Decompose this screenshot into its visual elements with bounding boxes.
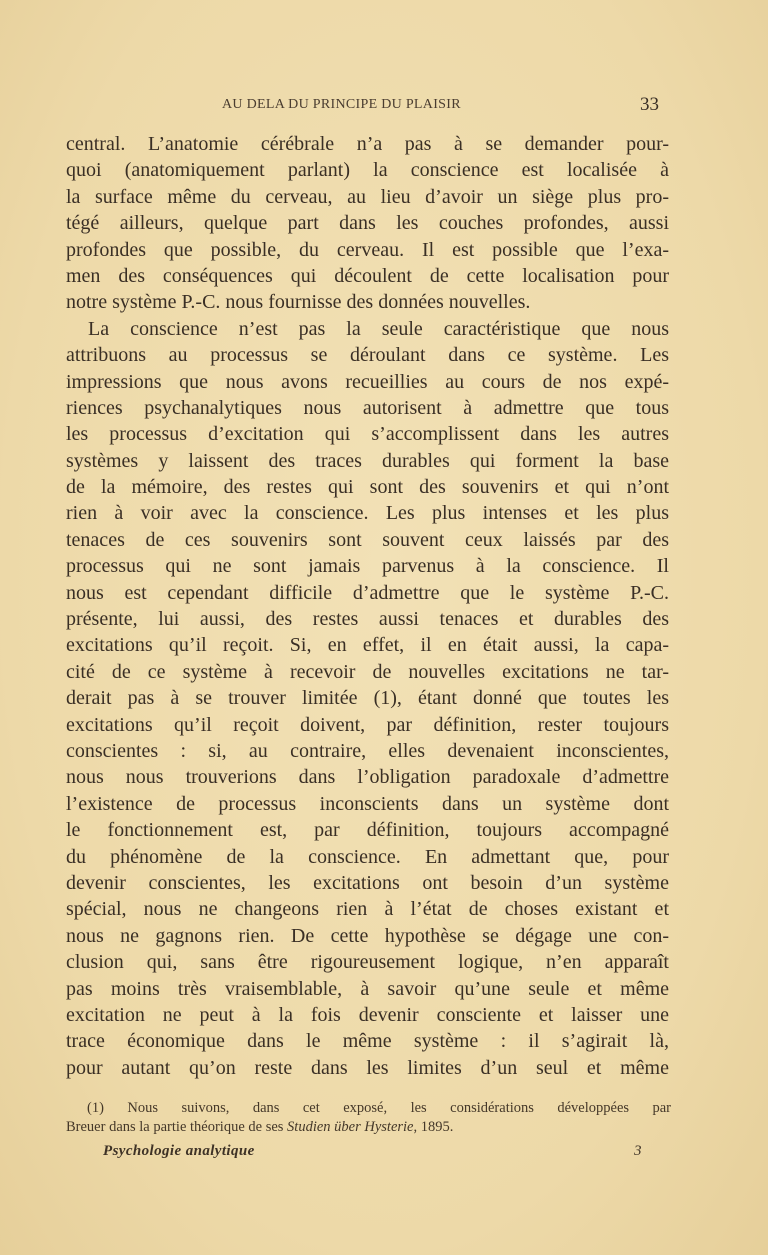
text-line: La conscience n’est pas la seule caractéristique que nous [88, 317, 669, 340]
text-line: profondes que possible, du cerveau. Il est possible que l’exa- [66, 238, 669, 261]
body-text [66, 131, 669, 1081]
text-line: pas moins très vraisemblable, à savoir qu’une seule et même [66, 977, 669, 1000]
text-line: excitation ne peut à la fois devenir consciente et laisser une [66, 1003, 669, 1026]
text-line: quoi (anatomiquement parlant) la conscience est localisée à [66, 159, 669, 182]
footnote-line [66, 1118, 671, 1137]
signature-title: Psychologie analytique [103, 1143, 255, 1159]
text-line: pour autant qu’on reste dans les limites d’un seul et même [66, 1056, 669, 1079]
footnote-line: (1) Nous suivons, dans cet exposé, les considérations développées par [87, 1100, 671, 1116]
page-number: 33 [640, 94, 659, 115]
text-line: notre système P.-C. nous fournisse des données nouvelles. [66, 291, 531, 314]
text-line: les processus d’excitation qui s’accomplissent dans les autres [66, 423, 669, 446]
text-line: présente, lui aussi, des restes aussi tenaces et durables des [66, 608, 669, 631]
text-line: excitations qu’il reçoit. Si, en effet, il en était aussi, la capa- [66, 634, 669, 657]
footnote-text: Breuer dans la partie théorique de ses [66, 1119, 288, 1135]
text-line: l’existence de processus inconscients dans un système dont [66, 792, 669, 815]
text-line: la surface même du cerveau, au lieu d’avoir un siège plus pro- [66, 185, 669, 208]
text-line: cité de ce système à recevoir de nouvelles excitations ne tar- [66, 660, 669, 683]
text-line: central. L’anatomie cérébrale n’a pas à se demander pour- [66, 133, 669, 155]
text-line: spécial, nous ne changeons rien à l’état de choses existant et [66, 898, 669, 921]
text-line: trace économique dans le même système : il s’agirait là, [66, 1030, 669, 1053]
text-line: systèmes y laissent des traces durables qui forment la base [66, 449, 669, 472]
text-line: nous est cependant difficile d’admettre que le système P.-C. [66, 581, 669, 604]
text-line: nous ne gagnons rien. De cette hypothèse se dégage une con- [66, 924, 669, 947]
text-line: impressions que nous avons recueillies au cours de nos expé- [66, 370, 669, 393]
footnote-text: , 1895. [413, 1119, 454, 1135]
text-line: tégé ailleurs, quelque part dans les couches profondes, aussi [66, 212, 669, 235]
text-line: derait pas à se trouver limitée (1), étant donné que toutes les [66, 687, 669, 710]
signature-number: 3 [634, 1143, 642, 1159]
text-line: du phénomène de la conscience. En admettant que, pour [66, 845, 669, 868]
text-line: excitations qu’il reçoit doivent, par définition, rester toujours [66, 713, 669, 736]
footnote-title: Studien über Hysterie [287, 1119, 414, 1135]
running-head: AU DELA DU PRINCIPE DU PLAISIR [222, 97, 461, 112]
text-line: devenir conscientes, les excitations ont besoin d’un système [66, 871, 669, 894]
text-line: rien à voir avec la conscience. Les plus intenses et les plus [66, 502, 669, 525]
text-line: riences psychanalytiques nous autorisent à admettre que tous [66, 396, 669, 419]
text-line: de la mémoire, des restes qui sont des souvenirs et qui n’ont [66, 476, 669, 499]
text-line: nous nous trouverions dans l’obligation paradoxale d’admettre [66, 766, 669, 789]
text-line: processus qui ne sont jamais parvenus à la conscience. Il [66, 555, 669, 578]
text-line: attribuons au processus se déroulant dans ce système. Les [66, 344, 669, 367]
text-line: tenaces de ces souvenirs sont souvent ceux laissés par des [66, 528, 669, 551]
text-line: conscientes : si, au contraire, elles devenaient inconscientes, [66, 739, 669, 762]
text-line: clusion qui, sans être rigoureusement logique, n’en apparaît [66, 951, 669, 974]
text-line: le fonctionnement est, par définition, toujours accompagné [66, 819, 669, 842]
footnote [66, 1099, 671, 1137]
text-line: men des conséquences qui découlent de cette localisation pour [66, 264, 669, 287]
